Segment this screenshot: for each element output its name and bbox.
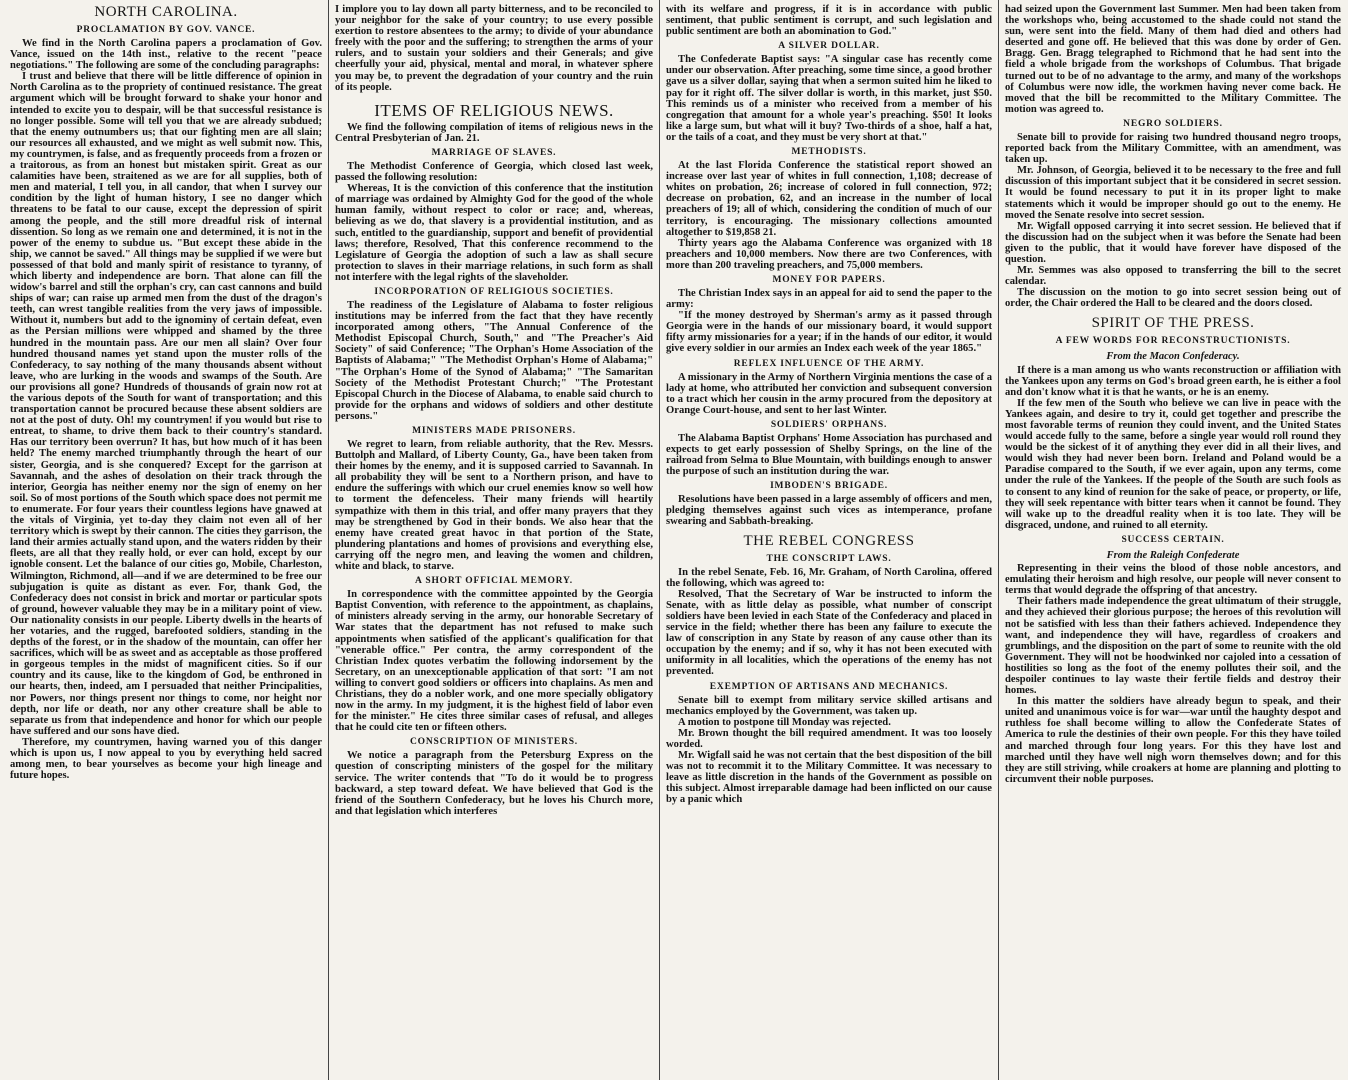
paragraph: In this matter the soldiers have already begun to speak, and their united and unanimous voice is for war—war until the haughty despot and ruthless foe shall become willing to allow the Confederate States of America to rule the destinies of their own people. For this they have toiled and marched through four long years. For this they have lost and marched until they have well nigh worn themselves down; and for this they are still striving, while croakers at home are planning and plotting to circumvent their noble purposes. — [1005, 696, 1341, 785]
section-heading: A SILVER DOLLAR. — [778, 41, 880, 52]
section-heading: SUCCESS CERTAIN. — [1121, 534, 1225, 545]
section-heading: A SHORT OFFICIAL MEMORY. — [415, 576, 573, 587]
column-2 — [329, 0, 659, 1080]
section-heading: INCORPORATION OF RELIGIOUS SOCIETIES. — [374, 286, 614, 297]
article-subtitle-proclamation: PROCLAMATION BY GOV. VANCE. — [76, 25, 256, 35]
paragraph: Resolved, That the Secretary of War be instructed to inform the Senate, with as little delay as possible, what number of conscript soldiers have been levied in each State of the Confederacy and placed in service in the field; whether there has been any failure to execute the law of conscription in any State by reason of any cause other than its occupation by the enemy; and if so, why it has not been executed with uniformity in all localities, which the operations of the enemy has not prevented. — [666, 588, 992, 678]
section-heading: IMBODEN'S BRIGADE. — [770, 481, 888, 492]
section-heading: MONEY FOR PAPERS. — [772, 274, 886, 285]
paragraph: Senate bill to exempt from military service skilled artisans and mechanics employed by the Government, was taken up. — [666, 694, 992, 717]
paragraph: Mr. Semmes was also opposed to transferring the bill to the secret calendar. — [1005, 265, 1341, 288]
section-heading: METHODISTS. — [791, 147, 867, 158]
article-title-rebel-congress: THE REBEL CONGRESS — [743, 532, 915, 549]
section-heading: SOLDIERS' ORPHANS. — [770, 419, 888, 430]
paragraph: had seized upon the Government last Summer. Men had been taken from the workshops who, being accustomed to the shade could not stand the sun, were sent into the field. Many of them had died and others had deserted and gone off. He believed that this was done by order of Gen. Bragg. Gen. Bragg telegraphed to Richmond that he had sent into the field a whole brigade from the workshops of Columbus. That brigade turned out to be of no advantage to the army, and many of the workshops of Columbus were now idle, the workmen having never come back. He moved that the bill be recommitted to the Military Committee. The motion was agreed to. — [1005, 4, 1341, 115]
section-source: From the Macon Confederacy. — [1106, 351, 1240, 363]
paragraph: A motion to postpone till Monday was rejected. — [678, 716, 891, 728]
article-title-religious-news: ITEMS OF RELIGIOUS NEWS. — [374, 100, 614, 120]
paragraph-lead: We find the following compilation of items of religious news in the Central Presbyterian of Jan. 21. — [335, 121, 653, 144]
paragraph: If the few men of the South who believe we can live in peace with the Yankees again, and desire to try it, could get together and prescribe the most favorable terms of reunion they could invent, and the United States would accede fully to the same, before a single year would roll round they would be the sickest of it of anything they ever did in all their lives, and would wish they had never been born. Ireland and Poland would be a Paradise compared to the South, if we ever again, upon any terms, come under the rule of the Yankees. If the people of the South are such fools as to consent to any kind of reunion for the sake of peace, or property, or life, they will seek repentance with bitter tears when it cannot be found. They will wake up to the dreadful reality when it is too late. They will be disgraced, undone, and ruined to all eternity. — [1005, 397, 1341, 531]
paragraph: The readiness of the Legislature of Alabama to foster religious institutions may be inferred from the fact that they have recently incorporated among others, "The Annual Conference of the Methodist Episcopal Church, South," and "The Preacher's Aid Society" of said Conference; "The Orphan's Home Association of the Baptists of Alabama;" "The Methodist Orphan's Home of Alabama;" "The Orphan's Home of the Synod of Alabama;" "The Samaritan Society of the Methodist Protestant Church;" "The Protestant Episcopal Church in the Diocese of Alabama, to enable said church to provide for the orphans and widows of soldiers and other destitute persons." — [335, 299, 653, 422]
section-heading: REFLEX INFLUENCE OF THE ARMY. — [733, 358, 925, 369]
paragraph: The Confederate Baptist says: "A singular case has recently come under our observation. After preaching, some time since, a good brother gave us a silver dollar, saying that when a sermon suited him he liked to pay for it right off. The silver dollar is worth, in this market, just $50. This reminds us of a minister who received from a member of his congregation that amount for a whole year's preaching. $50! It looks like a large sum, but what will it buy? Two-thirds of a shoe, half a hat, or the tails of a coat, and they must be very short at that." — [666, 54, 992, 143]
paragraph: Whereas, It is the conviction of this conference that the institution of marriage was ordained by Almighty God for the good of the whole human family, without respect to color or race; and, whereas, believing as we do, that slavery is a providential institution, and as such, entitled to the guardianship, support and benefit of providential laws; therefore, Resolved, That this conference recommend to the Legislature of Georgia the adoption of such a law as shall secure protection to slaves in their marriage relations, in such form as shall not interfere with the legal rights of the slaveholder. — [335, 183, 653, 283]
paragraph: with its welfare and progress, if it is in accordance with public sentiment, that public sentiment is corrupt, and such legislation and public sentiment are both an abomination to God." — [666, 4, 992, 38]
paragraph: "If the money destroyed by Sherman's army as it passed through Georgia were in the hands of our missionary board, it would support fifty army missionaries for a year; if in the hands of our editor, it would give every soldier in our armies an Index each week of the year 1865." — [666, 310, 992, 355]
paragraph: Therefore, my countrymen, having warned you of this danger which is upon us, I now appeal to you by everything held sacred among men, to bear yourselves as become your high lineage and future hopes. — [10, 736, 322, 782]
section-heading: NEGRO SOLDIERS. — [1123, 118, 1223, 129]
column-1 — [4, 0, 328, 1080]
paragraph: Representing in their veins the blood of those noble ancestors, and emulating their heroism and high resolve, our people will never consent to terms that would degrade the offspring of that ancestry. — [1005, 563, 1341, 597]
section-heading: EXEMPTION OF ARTISANS AND MECHANICS. — [709, 681, 949, 692]
paragraph: I implore you to lay down all party bitterness, and to be reconciled to your neighbor for the sake of your country; to use every possible exertion to restore absentees to the army; to divide of your abundance freely with the poor and the suffering; to strengthen the arms of your rulers, and to sustain your soldiers and their Generals; and give cheerfully your aid, physical, mental and moral, in whatever sphere you may be, to prevent the degradation of your country and the ruin of its people. — [335, 4, 653, 93]
column-3 — [660, 0, 998, 1080]
paragraph: A missionary in the Army of Northern Virginia mentions the case of a lady at home, who attributed her conviction and subsequent conversion to a tract which her cousin in the army procured from the depository at Orange Court-house, and sent to her last Winter. — [666, 371, 992, 416]
section-heading: MARRIAGE OF SLAVES. — [431, 147, 557, 158]
paragraph: Senate bill to provide for raising two hundred thousand negro troops, reported back from the Military Committee, with an amendment, was taken up. — [1005, 131, 1341, 166]
paragraph: We find in the North Carolina papers a proclamation of Gov. Vance, issued on the 14th inst., relative to the recent "peace negotiations." The following are some of the concluding paragraphs: — [10, 38, 322, 72]
paragraph: I trust and believe that there will be little difference of opinion in North Carolina as to the propriety of continued resistance. The great argument which will be brought forward to shake your honor and intended to excite you to despair, will be that successful resistance is no longer possible. Some will tell you that we are already subdued; that the enemy outnumbers us; that our fighting men are all slain; our resources all exhausted, and we might as well submit now. This, my countrymen, is false, and as frequently proceeds from a frozen or a traitorous, as from an honest but mistaken spirit. Great as our calamities have been, straitened as we are for all supplies, both of men and material, I tell you, in all candor, that when I survey our condition by the light of human history, I see no danger which threatens to be fatal to our cause, except the depression of spirit among the people, and the still more dreadful risk of internal dissention. So long as we remain one and determined, it is not in the power of the enemy to subdue us. "But except these abide in the ship, we cannot be saved." All things may be supplied if we were but possessed of that bold and manly spirit of resistance to tyranny, of which liberty and independence are born. That alone can fill the widow's barrel and still the orphan's cry, can cast cannons and build ships of war; can raise up armed men from the dust of the dragon's teeth, can wrest tangible realities from the very jaws of impossible. Without it, numbers but add to the ignominy of certain defeat, even as the Persian millions were whipped and shamed by the three hundred in the mountain pass. Are our men all slain? Over four hundred thousand names yet stand upon the muster rolls of the Confederacy, to say nothing of the many thousands absent without leave, who are lurking in the woods and swamps of the South. Are our provisions all gone? Hundreds of thousands of grain now rot at the various depots of the South for want of transportation; and this transportation cannot be procured because these absent soldiers are not at the post of duty. Oh! my countrymen! if you would but rise to entreat, to shame, to drive them back to their country's standard. Has our territory been overrun? It has, but how much of it has been held? The enemy marched triumphantly through the heart of our sister, Georgia, and is she conquered? Except for the garrison at Savannah, and the ashes of desolation on their track through the interior, Georgia has neither enemy nor the sign of enemy on her soil. So of most portions of the South which space does not permit me to enumerate. For four years their countless legions have gnawed at the vitals of Virginia, yet to-day they claim not even all of her territory which is swept by their cannon. The cities they garrison, the land their armies actually stand upon, and the waters ridden by their fleets, are all that they really hold, or ever can hold, except by our ignoble consent. Let the balance of our cities go, Mobile, Charleston, Wilmington, Richmond, all—and if we are determined to be free our subjugation is quite as distant as ever. For, thank God, the Confederacy does not consist in brick and mortar or particular spots of ground, however valuable they may be in a military point of view. Our nationality consists in our people. Liberty dwells in the hearts of her votaries, and the rugged, barefooted soldiers, standing in the depths of the forest, or in the shadow of the mountain, can offer her sacrifices, which will be as sweet and as acceptable as those proffered in gorgeous temples in the midst of magnificent cities. So if our country and its cause, like to the kingdom of God, be enthroned in our hearts, then, indeed, am I persuaded that neither Principalities, nor Powers, nor things present nor things to come, nor height nor depth, nor life or death, nor any other creature shall be able to separate us from that independence and honor for which our people have suffered and our sons have died. — [10, 71, 322, 737]
paragraph: The Alabama Baptist Orphans' Home Association has purchased and expects to get early possession of Shelby Springs, on the line of the railroad from Selma to Blue Mountain, with buildings enough to answer the purpose of such an institution during the war. — [666, 432, 992, 478]
paragraph: We notice a paragraph from the Petersburg Express on the question of conscripting ministers of the gospel for the military service. The writer contends that "To do it would be to progress backward, a step toward defeat. We have believed that God is the friend of the Southern Confederacy, but he loves his Church more, and that legislation which interferes — [335, 750, 653, 817]
section-heading: CONSCRIPTION OF MINISTERS. — [410, 737, 578, 748]
paragraph: At the last Florida Conference the statistical report showed an increase over last year of whites in full connection, 1,108; decrease of whites on probation, 26; increase of colored in full connection, 972; decrease on probation, 62, and an increase in the number of local preachers of 19; all of which, considering the condition of much of our territory, is encouraging. The missionary collections amounted altogether to $19,858 21. — [666, 160, 992, 238]
article-title-spirit-of-the-press: SPIRIT OF THE PRESS. — [1091, 315, 1255, 332]
paragraph: Resolutions have been passed in a large assembly of officers and men, pledging themselves against such vices as intemperance, profane swearing and Sabbath-breaking. — [666, 494, 992, 528]
paragraph: Their fathers made independence the great ultimatum of their struggle, and they achieved their glorious purpose; the heroes of this revolution will not be satisfied with less than their fathers achieved. Independence they want, and independence they will have, regardless of croakers and grumblings, and the disposition on the part of some to reunite with the old Government. They will not be hoodwinked nor cajoled into a cessation of hostilities so long as the foot of the enemy pollutes their soil, and the despoiler continues to lay waste their fertile fields and destroy their homes. — [1005, 596, 1341, 697]
paragraph: Mr. Johnson, of Georgia, believed it to be necessary to the free and full discussion of this important subject that it be considered in secret session. It would be found necessary to put it in its proper light to make statements which it would be improper should go out to the enemy. He moved the Senate resolve into secret session. — [1005, 165, 1341, 221]
article-subtitle-conscript-laws: THE CONSCRIPT LAWS. — [766, 553, 892, 564]
article-title-north-carolina: NORTH CAROLINA. — [94, 4, 238, 20]
section-source: From the Raleigh Confederate — [1106, 549, 1240, 561]
section-heading: MINISTERS MADE PRISONERS. — [412, 426, 576, 436]
paragraph: The Christian Index says in an appeal for aid to send the paper to the army: — [666, 287, 992, 311]
paragraph: The Methodist Conference of Georgia, which closed last week, passed the following resolution: — [335, 160, 653, 184]
paragraph: In correspondence with the committee appointed by the Georgia Baptist Convention, with reference to the appointment, as chaplains, of ministers already serving in the army, our honorable Secretary of War states that the department has not refused to make such appointments when satisfied of the applicant's qualification for that "venerable office." Per contra, the army correspondent of the Christian Index quotes verbatim the following indorsement by the Secretary, on an unexceptionable application of that sort: "I am not willing to convert good soldiers or officers into chaplains. As men and Christians, they do a nobler work, and one more specially obligatory now in the army. In my judgment, it is the highest field of labor even for the minister." He cites three similar cases of refusal, and alleges that he could cite ten or fifteen others. — [335, 589, 653, 734]
section-heading: A FEW WORDS FOR RECONSTRUCTIONISTS. — [1055, 336, 1291, 347]
paragraph: The discussion on the motion to go into secret session being out of order, the Chair ordered the Hall to be cleared and the doors closed. — [1005, 287, 1341, 310]
column-4 — [999, 0, 1347, 1080]
paragraph: Mr. Wigfall said he was not certain that the best disposition of the bill was not to recommit it to the Military Committee. It was necessary to leave as little discretion in the hands of the Government as possible on this subject. Almost irreparable damage had been inflicted on our cause by a panic which — [666, 749, 992, 806]
paragraph: We regret to learn, from reliable authority, that the Rev. Messrs. Buttolph and Mallard, of Liberty County, Ga., have been taken from their homes by the enemy, and it is supposed carried to Savannah. In all probability they will be sent to a Northern prison, and have to endure the sufferings with which our cruel enemies know so well how to torment the defenceless. Their many friends will heartily sympathize with them in this trial, and offer many prayers that they may be strengthened by God in their bonds. We also hear that the enemy have created great havoc in that portion of the State, plundering plantations and homes of provisions and everything else, carrying off the negro men, and leaving the women and children, white and black, to starve. — [335, 439, 653, 573]
paragraph: Mr. Brown thought the bill required amendment. It was too loosely worded. — [666, 727, 992, 750]
paragraph: If there is a man among us who wants reconstruction or affiliation with the Yankees upon any terms on God's broad green earth, he is either a fool and don't know what it is that he wants, or he is an enemy. — [1005, 364, 1341, 398]
paragraph: In the rebel Senate, Feb. 16, Mr. Graham, of North Carolina, offered the following, which was agreed to: — [666, 566, 992, 589]
paragraph: Thirty years ago the Alabama Conference was organized with 18 preachers and 10,000 members. Now there are two Conferences, with more than 200 traveling preachers, and 75,000 members. — [666, 237, 992, 271]
paragraph: Mr. Wigfall opposed carrying it into secret session. He believed that if the discussion had on the subject when it was before the Senate had been given to the public, that it would have forever have disposed of the question. — [1005, 220, 1341, 265]
